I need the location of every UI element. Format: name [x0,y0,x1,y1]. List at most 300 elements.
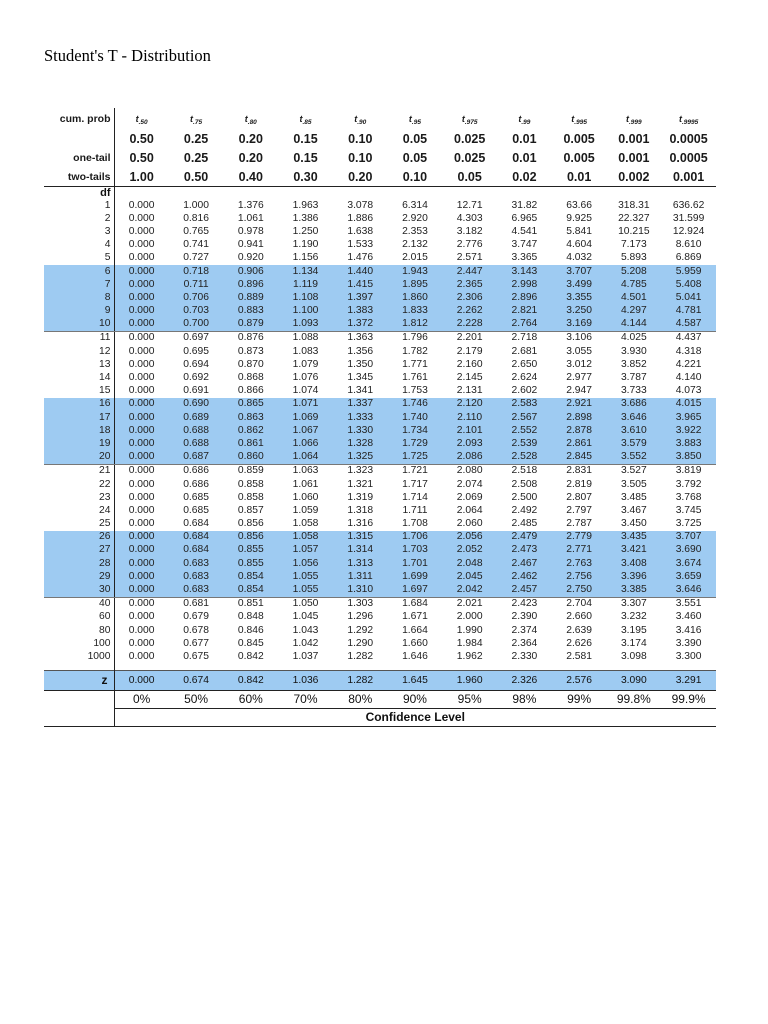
empty-cell [44,690,114,708]
z-value: 1.645 [388,670,443,690]
critical-value: 12.71 [456,199,483,211]
critical-value: 0.000 [114,411,169,424]
critical-value: 2.528 [497,451,552,465]
critical-value: 1.684 [402,598,428,610]
critical-value: 1.119 [278,278,333,291]
header-row-cum-prob-values [44,129,716,148]
critical-value: 0.000 [128,385,155,397]
critical-value: 1.055 [278,570,333,583]
table-row [44,637,716,650]
critical-value: 0.681 [183,598,209,610]
critical-value-symbol [223,108,278,129]
table-row [44,597,716,611]
critical-value: 0.868 [237,372,264,384]
critical-value: 2.771 [552,544,607,557]
critical-value: 2.821 [497,305,552,318]
critical-value: 1.292 [347,624,374,636]
confidence-percent: 95% [442,690,497,708]
critical-value: 1.323 [347,465,374,477]
df-value: 14 [44,371,114,384]
critical-value: 3.365 [511,252,538,264]
critical-value: 5.893 [620,252,647,264]
critical-value: 0.842 [237,650,264,662]
df-value: 26 [44,531,114,544]
critical-value: 2.131 [456,385,483,397]
critical-value: 0.906 [223,265,278,278]
two-tails-label: two-tails [44,167,114,187]
critical-value: 1.134 [278,265,333,278]
critical-value: 1.313 [333,557,388,570]
critical-value: 1.440 [333,265,388,278]
critical-value: 0.000 [114,570,169,583]
empty-cell [661,187,716,200]
header-row-df [44,187,716,200]
critical-value: 2.132 [402,239,428,251]
table-row [44,305,716,318]
critical-value: 2.101 [442,424,497,437]
critical-value: 4.015 [661,398,716,411]
critical-value: 2.581 [566,650,592,662]
critical-value: 2.797 [566,504,592,516]
critical-value: 1.714 [402,491,428,503]
df-value: 1000 [44,650,114,663]
z-value: 2.576 [552,670,607,690]
critical-value: 2.045 [442,570,497,583]
critical-value: 2.518 [511,465,538,477]
critical-value: 0.000 [128,372,155,384]
table-row [44,437,716,450]
critical-value: 1.796 [402,332,428,344]
critical-value: 1.671 [402,611,428,623]
critical-value: 1.721 [402,465,428,477]
critical-value: 1.761 [402,372,428,384]
cum-prob-values-label [44,129,114,148]
critical-value: 0.727 [183,252,209,264]
critical-value: 1.067 [278,424,333,437]
critical-value: 1.064 [278,451,333,465]
critical-value: 2.718 [511,332,538,344]
critical-value: 2.423 [511,598,538,610]
critical-value: 1.812 [388,318,443,332]
two-tails-value: 0.002 [606,167,661,187]
critical-value-symbol [442,108,497,129]
critical-value: 3.505 [620,478,647,490]
critical-value: 2.819 [566,478,592,490]
df-value: 27 [44,544,114,557]
critical-value: 0.000 [128,239,155,251]
table-row [44,278,716,291]
critical-value: 1.771 [402,358,428,370]
critical-value: 4.437 [675,332,702,344]
critical-value: 1.315 [333,531,388,544]
critical-value: 31.599 [672,212,705,224]
critical-value: 3.307 [620,598,647,610]
critical-value: 0.854 [223,570,278,583]
critical-value: 0.688 [169,437,224,450]
critical-value: 0.684 [169,544,224,557]
critical-value: 2.000 [456,611,483,623]
critical-value: 0.855 [223,557,278,570]
confidence-percent: 60% [223,690,278,708]
critical-value: 3.733 [620,385,647,397]
critical-value: 1.356 [347,345,374,357]
df-value: 100 [44,637,114,650]
critical-value: 1.415 [333,278,388,291]
critical-value: 0.000 [114,278,169,291]
z-value: 2.326 [497,670,552,690]
critical-value: 0.865 [223,398,278,411]
critical-value: 2.457 [497,583,552,597]
critical-value: 0.000 [128,491,155,503]
critical-value: 2.052 [442,544,497,557]
critical-value: 0.691 [183,385,209,397]
critical-value: 1.703 [388,544,443,557]
z-value: 0.000 [114,670,169,690]
critical-value: 0.851 [237,598,264,610]
empty-cell [114,187,169,200]
critical-value: 0.700 [169,318,224,332]
critical-value: 1.108 [278,291,333,304]
df-value: 22 [44,478,114,491]
df-value: 6 [44,265,114,278]
critical-value: 1.697 [388,583,443,597]
df-value: 11 [44,331,114,345]
critical-value: 3.250 [552,305,607,318]
table-row [44,291,716,304]
z-value: 1.036 [278,670,333,690]
critical-value: 1.076 [292,372,319,384]
critical-value: 4.297 [606,305,661,318]
critical-value: 0.703 [169,305,224,318]
df-value: 30 [44,583,114,597]
critical-value: 0.941 [237,239,264,251]
critical-value: 1.282 [347,650,374,662]
critical-value: 0.858 [237,478,264,490]
critical-value-symbol [552,108,607,129]
critical-value: 1.321 [347,478,374,490]
critical-value: 2.571 [456,252,483,264]
critical-value: 3.707 [661,531,716,544]
cum-prob-value: 0.001 [618,131,650,146]
critical-value: 2.660 [566,611,592,623]
cum-prob-value: 0.025 [454,131,486,146]
critical-value: 4.140 [675,372,702,384]
critical-value: 0.000 [114,265,169,278]
table-row [44,518,716,531]
critical-value: 12.924 [672,225,705,237]
critical-value: 0.000 [114,305,169,318]
critical-value: 1.314 [333,544,388,557]
critical-value: 3.579 [606,437,661,450]
critical-value: 0.000 [128,504,155,516]
critical-value: 2.330 [511,650,538,662]
critical-value: 0.859 [237,465,264,477]
critical-value: 3.416 [675,624,702,636]
df-value: 40 [44,597,114,611]
critical-value: 2.160 [456,358,483,370]
critical-value: 0.856 [223,531,278,544]
confidence-level-label: Confidence Level [114,708,716,726]
df-value: 60 [44,611,114,624]
two-tails-value: 0.05 [442,167,497,187]
critical-value-symbol [388,108,443,129]
critical-value: 0.000 [128,624,155,636]
critical-value: 1.476 [347,252,374,264]
critical-value: 2.492 [511,504,538,516]
header-row-one-tail [44,148,716,167]
t-subscript: .75 [193,118,203,126]
critical-value: 0.861 [223,437,278,450]
t-symbol: t [626,113,629,124]
confidence-percent: 50% [169,690,224,708]
critical-value: 0.816 [183,212,209,224]
critical-value: 4.025 [620,332,647,344]
critical-value: 3.747 [511,239,538,251]
confidence-percent: 98% [497,690,552,708]
critical-value: 1.058 [292,518,319,530]
critical-value: 0.000 [128,465,155,477]
df-value: 2 [44,212,114,225]
critical-value: 3.408 [606,557,661,570]
critical-value: 0.687 [169,451,224,465]
critical-value: 0.000 [114,318,169,332]
critical-value: 636.62 [672,199,705,211]
critical-value: 3.819 [675,465,702,477]
critical-value: 0.000 [114,451,169,465]
critical-value: 1.328 [333,437,388,450]
t-subscript: .80 [247,118,257,126]
critical-value: 1.318 [347,504,374,516]
critical-value: 2.878 [552,424,607,437]
critical-value: 5.208 [606,265,661,278]
critical-value: 1.250 [292,225,319,237]
critical-value: 3.551 [675,598,702,610]
table-row [44,504,716,517]
df-value: 21 [44,464,114,478]
critical-value: 2.539 [497,437,552,450]
critical-value: 3.922 [661,424,716,437]
critical-value: 3.852 [620,358,647,370]
critical-value: 0.000 [114,583,169,597]
critical-value: 1.088 [292,332,319,344]
critical-value: 4.032 [566,252,592,264]
critical-value: 1.984 [456,637,483,649]
critical-value: 4.221 [675,358,702,370]
df-value: 18 [44,424,114,437]
critical-value: 0.000 [128,225,155,237]
critical-value: 0.876 [237,332,264,344]
critical-value: 2.064 [456,504,483,516]
critical-value: 1.056 [278,557,333,570]
critical-value: 0.678 [183,624,209,636]
critical-value: 1.066 [278,437,333,450]
table-row [44,199,716,212]
critical-value: 0.863 [223,411,278,424]
critical-value: 0.000 [114,398,169,411]
one-tail-value: 0.50 [129,150,154,165]
df-value: 28 [44,557,114,570]
critical-value: 1.337 [333,398,388,411]
critical-value: 0.685 [183,491,209,503]
critical-value: 0.846 [237,624,264,636]
df-value: 29 [44,570,114,583]
critical-value: 0.000 [128,637,155,649]
table-row [44,398,716,411]
critical-value: 0.000 [114,557,169,570]
critical-value: 2.602 [511,385,538,397]
critical-value: 2.473 [497,544,552,557]
critical-value: 0.679 [183,611,209,623]
critical-value: 1.711 [402,504,428,516]
t-subscript: .85 [302,118,312,126]
critical-value: 3.690 [661,544,716,557]
df-value: 7 [44,278,114,291]
table-row [44,252,716,265]
critical-value: 2.624 [511,372,538,384]
empty-cell [388,187,443,200]
two-tails-value: 0.01 [552,167,607,187]
critical-value-symbol [606,108,661,129]
one-tail-value: 0.001 [618,150,650,165]
critical-value: 3.435 [606,531,661,544]
critical-value: 1.706 [388,531,443,544]
critical-value: 0.848 [237,611,264,623]
confidence-percent: 80% [333,690,388,708]
table-row [44,624,716,637]
critical-value: 1.740 [388,411,443,424]
critical-value: 2.552 [497,424,552,437]
df-value: 12 [44,345,114,358]
critical-value: 0.685 [183,504,209,516]
critical-value: 2.479 [497,531,552,544]
cum-prob-value: 0.50 [129,131,154,146]
cum-prob-value: 0.005 [563,131,595,146]
critical-value: 3.300 [675,650,702,662]
critical-value: 3.725 [675,518,702,530]
critical-value: 9.925 [566,212,592,224]
critical-value: 0.889 [223,291,278,304]
critical-value: 3.355 [552,291,607,304]
critical-value: 0.866 [237,385,264,397]
critical-value: 2.831 [566,465,592,477]
table-row [44,611,716,624]
df-value: 5 [44,252,114,265]
critical-value: 1.943 [388,265,443,278]
one-tail-value: 0.0005 [669,150,708,165]
table-row [44,345,716,358]
critical-value: 0.741 [183,239,209,251]
one-tail-value: 0.15 [293,150,318,165]
critical-value: 2.086 [442,451,497,465]
table-row [44,358,716,371]
critical-value: 3.169 [552,318,607,332]
critical-value: 2.074 [456,478,483,490]
critical-value: 1.061 [237,212,264,224]
critical-value: 0.684 [183,518,209,530]
one-tail-label: one-tail [44,148,114,167]
df-value: 13 [44,358,114,371]
two-tails-value: 1.00 [114,167,169,187]
critical-value: 6.869 [675,252,702,264]
critical-value: 3.745 [675,504,702,516]
critical-value: 1.664 [402,624,428,636]
z-value: 1.960 [442,670,497,690]
critical-value: 22.327 [618,212,650,224]
df-value: 19 [44,437,114,450]
critical-value: 0.978 [237,225,264,237]
t-symbol: t [135,113,139,124]
critical-value: 1.341 [347,385,374,397]
empty-cell [169,187,224,200]
df-value: 3 [44,225,114,238]
t-symbol: t [408,113,412,124]
critical-value: 4.587 [661,318,716,332]
critical-value: 1.734 [388,424,443,437]
critical-value: 1.043 [292,624,319,636]
critical-value: 0.688 [169,424,224,437]
critical-value: 0.000 [128,358,155,370]
two-tails-value: 0.30 [278,167,333,187]
critical-value: 1.063 [292,465,319,477]
critical-value: 2.145 [456,372,483,384]
critical-value: 1.074 [292,385,319,397]
critical-value: 2.776 [456,239,483,251]
critical-value: 0.683 [169,557,224,570]
two-tails-value: 0.001 [661,167,716,187]
critical-value: 2.920 [402,212,428,224]
critical-value: 3.012 [566,358,592,370]
empty-cell [442,187,497,200]
critical-value: 3.055 [566,345,592,357]
critical-value: 2.306 [442,291,497,304]
critical-value: 1.290 [347,637,374,649]
critical-value: 2.021 [456,598,483,610]
critical-value: 3.098 [620,650,647,662]
df-value: 25 [44,518,114,531]
critical-value: 2.947 [566,385,592,397]
critical-value: 4.303 [456,212,483,224]
critical-value: 0.000 [114,291,169,304]
df-value: 20 [44,451,114,465]
critical-value: 2.998 [497,278,552,291]
confidence-percent: 90% [388,690,443,708]
critical-value: 3.686 [606,398,661,411]
critical-value: 1.156 [292,252,319,264]
critical-value: 3.390 [675,637,702,649]
table-row [44,212,716,225]
table-row [44,491,716,504]
table-row [44,583,716,597]
critical-value: 6.314 [402,199,428,211]
df-value: 9 [44,305,114,318]
df-value: 10 [44,318,114,332]
table-row [44,265,716,278]
critical-value: 1.376 [237,199,264,211]
critical-value: 2.508 [511,478,538,490]
critical-value: 1.345 [347,372,374,384]
critical-value: 2.650 [511,358,538,370]
critical-value: 1.886 [347,212,374,224]
critical-value: 8.610 [675,239,702,251]
df-value: 15 [44,385,114,398]
critical-value: 0.883 [223,305,278,318]
critical-value: 0.695 [183,345,209,357]
one-tail-value: 0.005 [563,150,595,165]
critical-value: 3.707 [552,265,607,278]
df-value: 17 [44,411,114,424]
critical-value: 2.467 [497,557,552,570]
critical-value: 1.990 [456,624,483,636]
